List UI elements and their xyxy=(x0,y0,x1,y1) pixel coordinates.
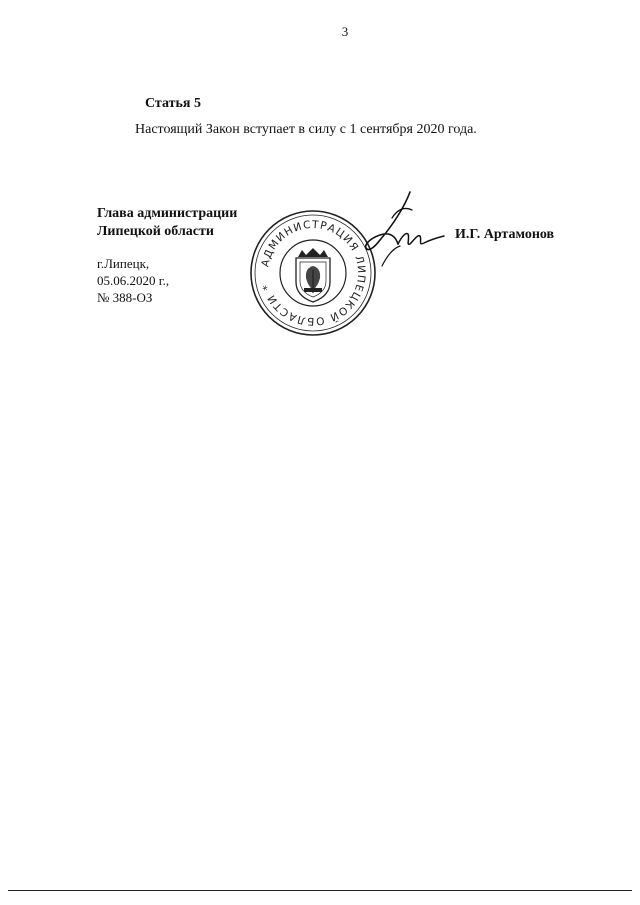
handwritten-signature-icon xyxy=(352,188,447,268)
signer-name: И.Г. Артамонов xyxy=(455,227,555,242)
page-number: 3 xyxy=(341,24,349,39)
issue-number: № 388-ОЗ xyxy=(97,290,153,305)
coat-of-arms-icon xyxy=(296,248,330,302)
signatory-title-line-1: Глава администрации xyxy=(97,206,238,221)
issue-place: г.Липецк, xyxy=(97,256,150,271)
seal-ring-text: АДМИНИСТРАЦИЯ ЛИПЕЦКОЙ ОБЛАСТИ * xyxy=(259,218,368,328)
issue-date: 05.06.2020 г., xyxy=(97,273,170,288)
article-heading: Статья 5 xyxy=(145,96,201,111)
signatory-title-line-2: Липецкой области xyxy=(97,224,214,239)
signatory-title xyxy=(97,205,237,241)
bottom-divider xyxy=(8,890,632,891)
issue-info xyxy=(97,255,169,306)
article-text: Настоящий Закон вступает в силу с 1 сентября 2020 года. xyxy=(135,122,477,137)
